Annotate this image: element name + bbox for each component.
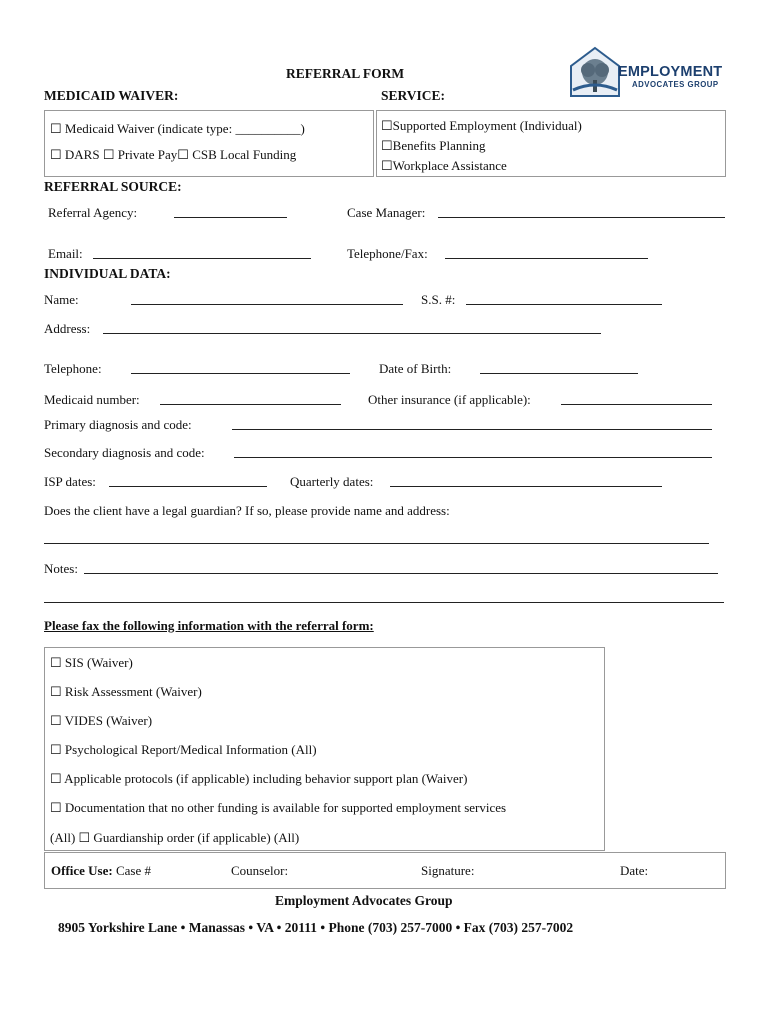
medicaid-waiver-option[interactable]: ☐ Medicaid Waiver (indicate type: __________) (50, 121, 305, 136)
logo-text-advocates: ADVOCATES GROUP (632, 80, 719, 89)
counselor-label: Counselor: (231, 863, 289, 878)
name-label: Name: (44, 292, 79, 307)
service-option-benefits-planning[interactable]: ☐Benefits Planning (381, 138, 486, 153)
fax-item-funding-documentation[interactable]: ☐ Documentation that no other funding is available for supported employment services (50, 800, 507, 815)
referral-agency-label: Referral Agency: (48, 205, 138, 220)
fax-item-psychological-report[interactable]: ☐ Psychological Report/Medical Information (All) (50, 742, 317, 757)
guardian-question: Does the client have a legal guardian? If so, please provide name and address: (44, 503, 450, 518)
isp-dates-label: ISP dates: (44, 474, 96, 489)
office-use-label: Office Use: (51, 863, 113, 878)
ss-label: S.S. #: (421, 292, 456, 307)
tree-house-icon (569, 46, 621, 98)
guardian-field[interactable] (44, 543, 709, 544)
notes-label: Notes: (44, 561, 78, 576)
fax-item-vides[interactable]: ☐ VIDES (Waiver) (50, 713, 153, 728)
quarterly-dates-label: Quarterly dates: (290, 474, 374, 489)
telephone-label: Telephone: (44, 361, 102, 376)
dob-field[interactable] (480, 373, 638, 374)
fax-item-applicable-protocols[interactable]: ☐ Applicable protocols (if applicable) including behavior support plan (Waiver) (50, 771, 468, 786)
footer-address: 8905 Yorkshire Lane • Manassas • VA • 20111 • Phone (703) 257-7000 • Fax (703) 257-7002 (58, 920, 574, 935)
fax-instructions-heading: Please fax the following information with the referral form: (44, 618, 374, 633)
other-insurance-field[interactable] (561, 404, 712, 405)
primary-diagnosis-field[interactable] (232, 429, 712, 430)
medicaid-number-field[interactable] (160, 404, 341, 405)
telephone-fax-field[interactable] (445, 258, 648, 259)
service-option-supported-employment[interactable]: ☐Supported Employment (Individual) (381, 118, 582, 133)
medicaid-waiver-heading: MEDICAID WAIVER: (44, 88, 179, 103)
case-manager-field[interactable] (438, 217, 725, 218)
secondary-diagnosis-field[interactable] (234, 457, 712, 458)
fax-item-risk-assessment[interactable]: ☐ Risk Assessment (Waiver) (50, 684, 202, 699)
referral-source-heading: REFERRAL SOURCE: (44, 179, 182, 194)
email-field[interactable] (93, 258, 311, 259)
medicaid-number-label: Medicaid number: (44, 392, 140, 407)
telephone-fax-label: Telephone/Fax: (347, 246, 428, 261)
service-heading: SERVICE: (381, 88, 446, 103)
office-use-row (51, 863, 151, 879)
fax-item-sis[interactable]: ☐ SIS (Waiver) (50, 655, 133, 670)
funding-options[interactable]: ☐ DARS ☐ Private Pay☐ CSB Local Funding (50, 147, 297, 162)
ss-field[interactable] (466, 304, 662, 305)
name-field[interactable] (131, 304, 403, 305)
date-label: Date: (620, 863, 649, 878)
notes-field-line-1[interactable] (84, 573, 718, 574)
other-insurance-label: Other insurance (if applicable): (368, 392, 531, 407)
case-manager-label: Case Manager: (347, 205, 426, 220)
secondary-diagnosis-label: Secondary diagnosis and code: (44, 445, 205, 460)
address-label: Address: (44, 321, 91, 336)
individual-data-heading: INDIVIDUAL DATA: (44, 266, 171, 281)
fax-item-guardianship-order[interactable]: (All) ☐ Guardianship order (if applicable) (All) (50, 830, 300, 845)
case-number-label: Case # (115, 863, 151, 878)
notes-field-line-2[interactable] (44, 602, 724, 603)
address-field[interactable] (103, 333, 601, 334)
quarterly-dates-field[interactable] (390, 486, 662, 487)
dob-label: Date of Birth: (379, 361, 452, 376)
telephone-field[interactable] (131, 373, 350, 374)
form-title: REFERRAL FORM (286, 66, 405, 81)
referral-agency-field[interactable] (174, 217, 287, 218)
primary-diagnosis-label: Primary diagnosis and code: (44, 417, 192, 432)
email-label: Email: (48, 246, 83, 261)
isp-dates-field[interactable] (109, 486, 267, 487)
logo-text-employment: EMPLOYMENT (618, 64, 723, 80)
footer-org-name: Employment Advocates Group (275, 893, 453, 908)
signature-label: Signature: (421, 863, 475, 878)
service-option-workplace-assistance[interactable]: ☐Workplace Assistance (381, 158, 507, 173)
